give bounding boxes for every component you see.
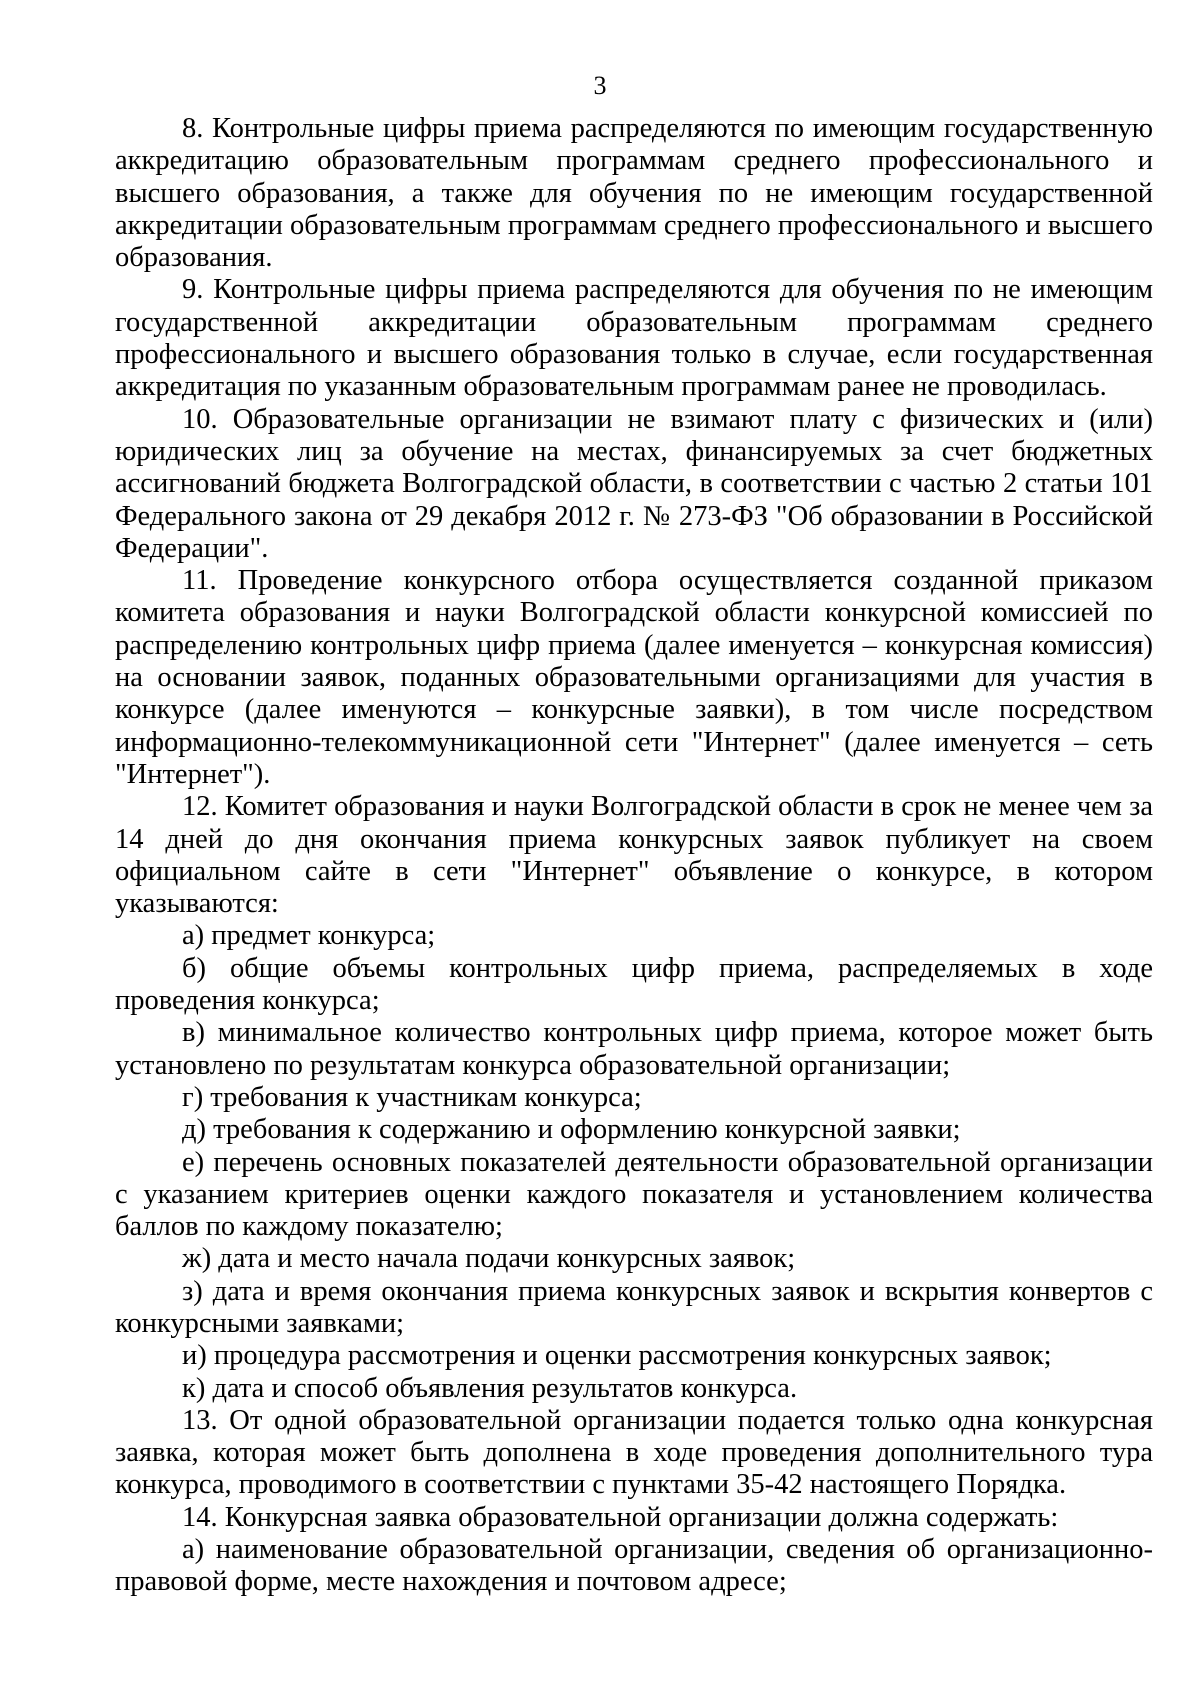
paragraph-13: 13. От одной образовательной организации подается только одна конкурсная заявка, которая может быть дополнена в ходе проведения дополнительного тура конкурса, проводимого в соответствии с пунктами 35-42 настоящего Порядка.	[115, 1404, 1153, 1501]
list-item-a: а) предмет конкурса;	[182, 920, 436, 952]
paragraph-14: 14. Конкурсная заявка образовательной организации должна содержать:	[182, 1501, 1059, 1533]
document-body	[115, 113, 1153, 1599]
paragraph-12: 12. Комитет образования и науки Волгоградской области в срок не менее чем за 14 дней до дня окончания приема конкурсных заявок публикует на своем официальном сайте в сети "Интернет" объявление о конкурсе, в котором указываются:	[115, 791, 1153, 920]
list-item-i: и) процедура рассмотрения и оценки рассмотрения конкурсных заявок;	[182, 1340, 1052, 1372]
paragraph-10: 10. Образовательные организации не взимают плату с физических и (или) юридических лиц за обучение на местах, финансируемых за счет бюджетных ассигнований бюджета Волгоградской области, в соответствии с частью 2 статьи 101 Федерального закона от 29 декабря 2012 г. № 273-ФЗ "Об образовании в Российской Федерации".	[115, 403, 1153, 564]
paragraph-9: 9. Контрольные цифры приема распределяются для обучения по не имеющим государственной аккредитации образовательным программам среднего профессионального и высшего образования только в случае, если государственная аккредитация по указанным образовательным программам ранее не проводилась.	[115, 274, 1153, 403]
list-item-zh: ж) дата и место начала подачи конкурсных заявок;	[182, 1243, 796, 1275]
list-item-k: к) дата и способ объявления результатов конкурса.	[182, 1372, 798, 1404]
list-item-v: в) минимальное количество контрольных цифр приема, которое может быть установлено по результатам конкурса образовательной организации;	[115, 1017, 1153, 1081]
list-item-e: е) перечень основных показателей деятельности образовательной организации с указанием критериев оценки каждого показателя и установлением количества баллов по каждому показателю;	[115, 1146, 1153, 1243]
paragraph-11: 11. Проведение конкурсного отбора осуществляется созданной приказом комитета образования и науки Волгоградской области конкурсной комиссией по распределению контрольных цифр приема (далее именуется – конкурсная комиссия) на основании заявок, поданных образовательными организациями для участия в конкурсе (далее именуются – конкурсные заявки), в том числе посредством информационно-телекоммуникационной сети "Интернет" (далее именуется – сеть "Интернет").	[115, 565, 1153, 790]
list-item-b: б) общие объемы контрольных цифр приема, распределяемых в ходе проведения конкурса;	[115, 952, 1153, 1017]
list-item-d: д) требования к содержанию и оформлению конкурсной заявки;	[182, 1114, 961, 1146]
page-number: 3	[593, 71, 607, 100]
list-item-z: з) дата и время окончания приема конкурсных заявок и вскрытия конвертов с конкурсными заявками;	[115, 1275, 1153, 1339]
list-item-g: г) требования к участникам конкурса;	[182, 1081, 642, 1113]
paragraph-14-item-a: а) наименование образовательной организации, сведения об организационно-правовой форме, месте нахождения и почтовом адресе;	[115, 1534, 1153, 1598]
paragraph-8: 8. Контрольные цифры приема распределяются по имеющим государственную аккредитацию образовательным программам среднего профессионального и высшего образования, а также для обучения по не имеющим государственной аккредитации образовательным программам среднего профессионального и высшего образования.	[115, 113, 1153, 274]
